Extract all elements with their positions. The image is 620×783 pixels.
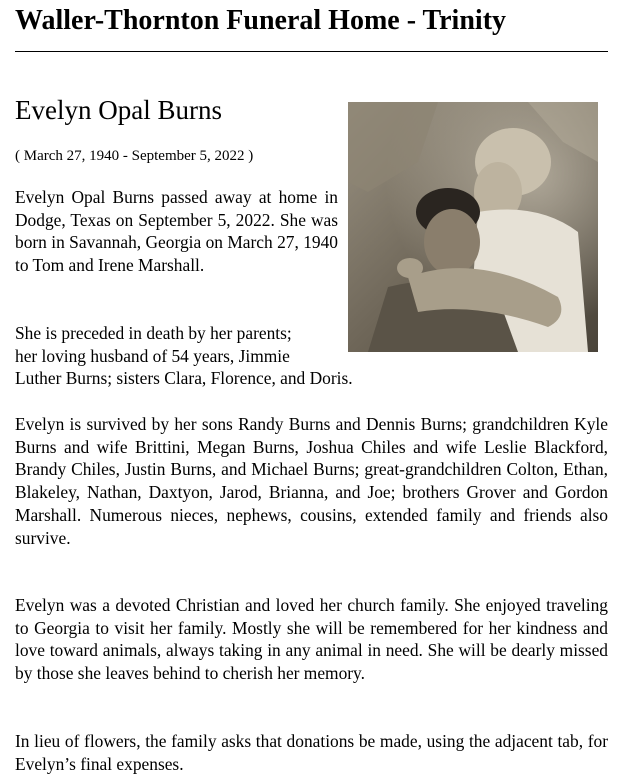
- obituary-paragraph-survived: Evelyn is survived by her sons Randy Burns and Dennis Burns; grandchildren Kyle Burns and wife Brittini, Megan Burns, Joshua Chiles and wife Leslie Blackford, Brandy Chiles, Justin Burns, and Michael Burns; great-grandchildren Colton, Ethan, Blakeley, Nathan, Daxtyon, Jarod, Brianna, and Joe; brothers Grover and Gordon Marshall. Numerous nieces, nephews, cousins, extended family and friends also survive.: [15, 414, 608, 548]
- couple-portrait-photo-icon: [348, 102, 598, 352]
- preceded-line-1: She is preceded in death by her parents;: [15, 323, 292, 343]
- obituary-paragraph-donations: In lieu of flowers, the family asks that donations be made, using the adjacent tab, for Evelyn’s final expenses.: [15, 731, 608, 774]
- obituary-paragraph-character: Evelyn was a devoted Christian and loved her church family. She enjoyed traveling to Georgia to visit her family. Mostly she will be remembered for her kindness and love toward animals, always taking in any animal in need. She will be dearly missed by those she leaves behind to cherish her memory.: [15, 595, 608, 684]
- header-divider: [15, 51, 608, 52]
- preceded-line-2: her loving husband of 54 years, Jimmie: [15, 345, 290, 366]
- obituary-name: Evelyn Opal Burns: [15, 95, 222, 125]
- site-title: Waller-Thornton Funeral Home - Trinity: [15, 5, 507, 36]
- preceded-line-3: Luther Burns; sisters Clara, Florence, and Doris.: [15, 368, 353, 389]
- obituary-paragraph-birth: Evelyn Opal Burns passed away at home in Dodge, Texas on September 5, 2022. She was born in Savannah, Georgia on March 27, 1940 to Tom and Irene Marshall.: [15, 187, 338, 276]
- obituary-photo: [348, 102, 598, 352]
- obituary-paragraph-preceded: [15, 322, 435, 390]
- obituary-dates: ( March 27, 1940 - September 5, 2022 ): [15, 148, 254, 164]
